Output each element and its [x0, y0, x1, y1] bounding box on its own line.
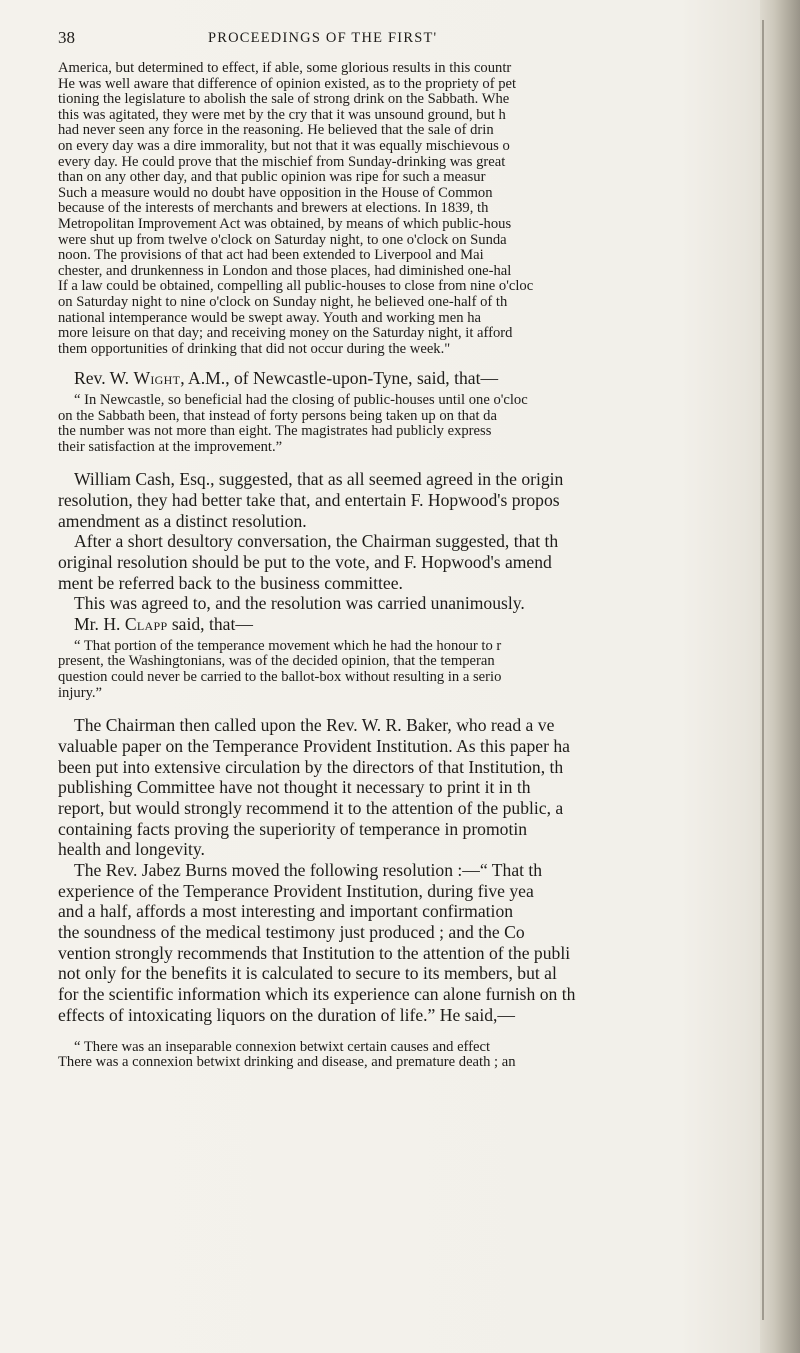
text-line: been put into extensive circulation by the directors of that Institution, th	[58, 756, 564, 777]
text-line: vention strongly recommends that Institution to the attention of the publi	[58, 942, 571, 963]
quote-line: “ In Newcastle, so beneficial had the closing of public-houses until one o'cloc	[74, 392, 528, 408]
quote-line: their satisfaction at the improvement.”	[58, 439, 283, 455]
text-line: If a law could be obtained, compelling all public-houses to close from nine o'cloc	[58, 279, 534, 295]
text-line: containing facts proving the superiority of temperance in promotin	[58, 818, 528, 839]
text-line: noon. The provisions of that act had been extended to Liverpool and Mai	[58, 248, 484, 264]
quote-line: question could never be carried to the ballot-box without resulting in a serio	[58, 670, 502, 686]
text-line: resolution, they had better take that, and entertain F. Hopwood's propos	[58, 490, 560, 511]
body-text	[58, 61, 764, 1071]
text-line: on every day was a dire immorality, but not that it was equally mischievous o	[58, 138, 510, 154]
text-line: on Saturday night to nine o'clock on Sunday night, he believed one-half of th	[58, 294, 508, 310]
text-line: This was agreed to, and the resolution was carried unanimously.	[74, 593, 525, 614]
text-line: Such a measure would no doubt have opposition in the House of Common	[58, 185, 493, 201]
text-line: publishing Committee have not thought it necessary to print it in th	[58, 777, 531, 798]
text-line: health and longevity.	[58, 839, 205, 860]
speaker-name: Clapp	[124, 614, 168, 635]
paragraph-sunday-closing	[58, 61, 764, 357]
text-line: After a short desultory conversation, the Chairman suggested, that th	[74, 531, 559, 552]
text-line: original resolution should be put to the vote, and F. Hopwood's amend	[58, 552, 552, 573]
quote-line: “ There was an inseparable connexion betwixt certain causes and effect	[74, 1039, 491, 1055]
text-line: ment be referred back to the business committee.	[58, 572, 403, 593]
text-line: every day. He could prove that the mischief from Sunday-drinking was great	[58, 154, 506, 170]
text-line: and a half, affords a most interesting and important confirmation	[58, 901, 514, 922]
text-line: America, but determined to effect, if able, some glorious results in this countr	[58, 61, 512, 76]
speaker-intro-clapp	[58, 614, 764, 635]
page-header	[58, 28, 748, 52]
text-line: Metropolitan Improvement Act was obtained, by means of which public-hous	[58, 216, 512, 232]
paragraph-final-quote	[58, 1040, 764, 1071]
text-line: this was agitated, they were met by the cry that it was unsound ground, but h	[58, 107, 506, 123]
text-line: not only for the benefits it is calculated to secure to its members, but al	[58, 963, 557, 984]
speaker-intro-rest: , A.M., of Newcastle-upon-Tyne, said, that—	[180, 368, 499, 389]
text-line: amendment as a distinct resolution.	[58, 510, 307, 531]
text-line: He was well aware that difference of opinion existed, as to the propriety of pet	[58, 76, 517, 92]
speaker-intro-wight	[58, 368, 764, 389]
paragraph-cash	[58, 469, 764, 614]
paragraph-burns	[58, 860, 764, 1026]
text-line: The Rev. Jabez Burns moved the following resolution :—“ That th	[74, 860, 543, 881]
speaker-name: Wight	[133, 368, 181, 389]
text-line: national intemperance would be swept away. Youth and working men ha	[58, 310, 481, 326]
quote-line: “ That portion of the temperance movement which he had the honour to r	[74, 638, 502, 654]
text-line: were shut up from twelve o'clock on Saturday night, to one o'clock on Sunda	[58, 232, 507, 248]
text-line: the soundness of the medical testimony just produced ; and the Co	[58, 922, 525, 943]
quote-line: on the Sabbath been, that instead of forty persons being taken up on that da	[58, 408, 497, 424]
paragraph-clapp	[58, 614, 764, 701]
running-head: PROCEEDINGS OF THE FIRST'	[208, 30, 438, 46]
paragraph-wight	[58, 368, 764, 455]
text-line: because of the interests of merchants and brewers at elections. In 1839, th	[58, 201, 489, 217]
text-line: report, but would strongly recommend it to the attention of the public, a	[58, 797, 564, 818]
paragraph-baker	[58, 715, 764, 860]
text-line: more leisure on that day; and receiving money on the Saturday night, it afford	[58, 326, 513, 342]
speaker-title: Rev. W.	[74, 368, 134, 389]
text-line: for the scientific information which its experience can alone furnish on th	[58, 984, 576, 1005]
text-line: experience of the Temperance Provident Institution, during five yea	[58, 880, 534, 901]
text-line: than on any other day, and that public opinion was ripe for such a measur	[58, 170, 486, 186]
text-line: The Chairman then called upon the Rev. W. R. Baker, who read a ve	[74, 715, 555, 736]
text-line: William Cash, Esq., suggested, that as all seemed agreed in the origin	[74, 469, 564, 490]
quote-line: present, the Washingtonians, was of the decided opinion, that the temperan	[58, 654, 495, 670]
text-line: effects of intoxicating liquors on the duration of life.” He said,—	[58, 1004, 515, 1025]
speaker-title: Mr. H.	[74, 614, 125, 635]
page-gutter	[760, 0, 800, 1353]
quote-line: injury.”	[58, 685, 103, 701]
text-line: valuable paper on the Temperance Provident Institution. As this paper ha	[58, 735, 570, 756]
speaker-intro-rest: said, that—	[167, 614, 253, 635]
text-line: chester, and drunkenness in London and those places, had diminished one-hal	[58, 263, 512, 279]
quote-line: the number was not more than eight. The magistrates had publicly express	[58, 424, 492, 440]
text-line: them opportunities of drinking that did not occur during the week."	[58, 341, 451, 357]
page-number: 38	[58, 28, 75, 47]
text-line: tioning the legislature to abolish the sale of strong drink on the Sabbath. Whe	[58, 92, 510, 108]
quote-line: There was a connexion betwixt drinking and disease, and premature death ; an	[58, 1055, 516, 1071]
text-line: had never seen any force in the reasoning. He believed that the sale of drin	[58, 123, 494, 139]
